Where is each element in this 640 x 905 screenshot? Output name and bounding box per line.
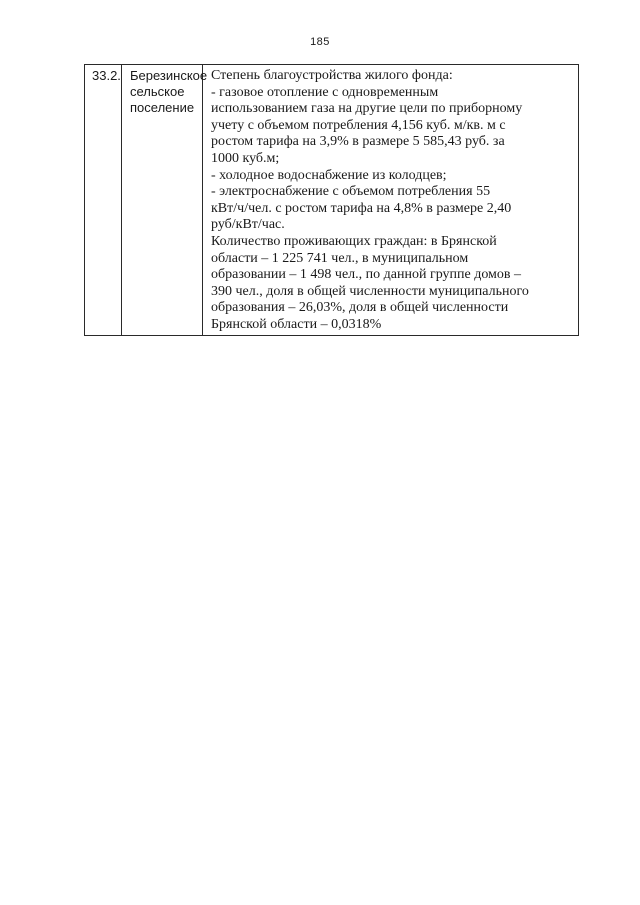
row-number: 33.2. [92,68,121,83]
settlement-name-line: поселение [130,100,195,115]
data-table [84,64,579,336]
description-line: - газовое отопление с одновременным [211,84,439,100]
description-line: 390 чел., доля в общей численности муниципального [211,283,529,299]
description-line: ростом тарифа на 3,9% в размере 5 585,43 руб. за [211,134,505,150]
settlement-name-line: сельское [130,84,185,99]
description-line: области – 1 225 741 чел., в муниципальном [211,250,469,266]
description-line: использованием газа на другие цели по приборному [211,101,523,117]
settlement-name-line: Березинское [130,68,208,83]
table-row [85,65,579,336]
description-line: Брянской области – 0,0318% [211,316,382,332]
description-line: - электроснабжение с объемом потребления 55 [211,184,491,200]
description-line: 1000 куб.м; [211,150,280,166]
description-line: Количество проживающих граждан: в Брянской [211,233,497,249]
description-cell [203,65,579,336]
description-line: Степень благоустройства жилого фонда: [211,68,453,83]
description-line: учету с объемом потребления 4,156 куб. м/кв. м с [211,117,506,133]
page-number: 185 [310,36,330,48]
row-number-cell [85,65,122,336]
settlement-name-cell [122,65,208,336]
description-line: образования – 26,03%, доля в общей численности [211,300,509,316]
description-line: кВт/ч/чел. с ростом тарифа на 4,8% в размере 2,40 [211,200,512,216]
description-line: руб/кВт/час. [211,217,285,233]
description-line: образовании – 1 498 чел., по данной группе домов – [211,267,522,283]
description-line: - холодное водоснабжение из колодцев; [211,167,447,183]
